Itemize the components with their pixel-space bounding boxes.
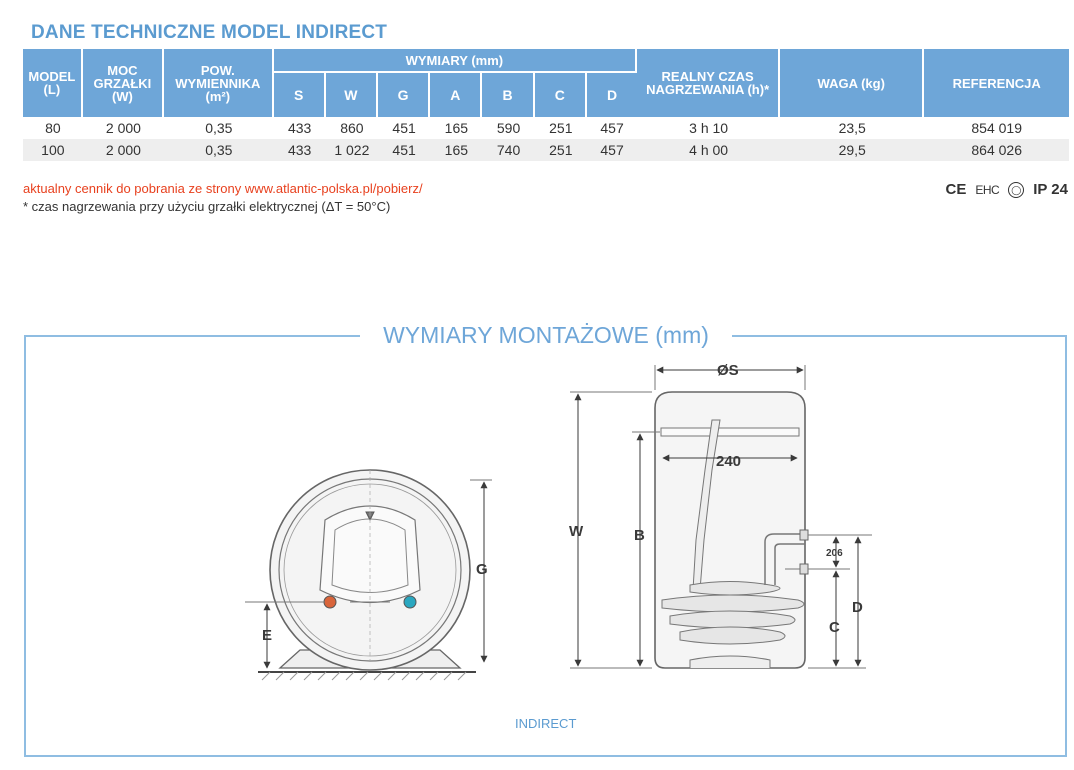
header-waga: WAGA (kg) <box>780 49 924 117</box>
table-cell: 251 <box>535 139 587 161</box>
table-cell: 2 000 <box>105 120 141 136</box>
water-drop-icon: ◯ <box>1008 182 1024 198</box>
side-view-drawing <box>570 365 872 668</box>
drawing-caption: INDIRECT <box>515 716 577 731</box>
eac-mark-icon: EHC <box>975 182 1000 197</box>
header-model: MODEL (L) <box>23 49 83 117</box>
dim-d-label: D <box>852 599 863 616</box>
header-czas: REALNY CZAS NAGRZEWANIA (h)* <box>637 49 780 117</box>
header-dim-d: D <box>587 71 637 117</box>
table-cell: 23,5 <box>838 120 866 136</box>
table-cell: 100 <box>23 139 83 161</box>
table-cell: 590 <box>496 120 521 136</box>
table-cell: 165 <box>444 120 469 136</box>
heating-footnote: * czas nagrzewania przy użyciu grzałki elektrycznej (ΔT = 50°C) <box>23 199 391 214</box>
table-cell: 80 <box>45 120 61 136</box>
header-pow: POW. WYMIENNIKA (m²) <box>164 49 273 117</box>
table-cell: 165 <box>430 139 482 161</box>
ip-rating: IP 24 <box>1033 181 1068 198</box>
table-cell: 0,35 <box>205 120 233 136</box>
front-view-drawing <box>245 470 492 680</box>
header-dim-s: S <box>274 71 326 117</box>
mounting-dimensions-title: WYMIARY MONTAŻOWE (mm) <box>360 322 732 349</box>
table-cell: 0,35 <box>164 139 273 161</box>
table-cell: 251 <box>549 120 573 136</box>
page-title: DANE TECHNICZNE MODEL INDIRECT <box>31 22 388 43</box>
table-cell: 740 <box>482 139 534 161</box>
header-dim-a: A <box>430 71 482 117</box>
price-list-link[interactable]: aktualny cennik do pobrania ze strony www.atlantic-polska.pl/pobierz/ <box>23 181 423 196</box>
header-dim-g: G <box>378 71 430 117</box>
table-cell: 1 022 <box>326 139 378 161</box>
table-cell: 433 <box>274 139 326 161</box>
table-cell: 4 h 00 <box>637 139 780 161</box>
header-dim-w: W <box>326 71 378 117</box>
table-cell: 457 <box>600 120 624 136</box>
dim-e-label: E <box>262 627 273 644</box>
table-cell: 457 <box>587 139 637 161</box>
table-cell: 451 <box>378 139 430 161</box>
header-dim-c: C <box>535 71 587 117</box>
table-cell: 433 <box>287 120 312 136</box>
dim-240-label: 240 <box>716 453 742 470</box>
dim-c-label: C <box>829 619 840 636</box>
dim-206-label: 206 <box>826 548 843 559</box>
table-cell: 3 h 10 <box>689 120 729 136</box>
dim-s-label: ØS <box>717 362 739 379</box>
table-cell: 864 026 <box>924 139 1069 161</box>
header-dim-b: B <box>482 71 534 117</box>
table-cell: 860 <box>340 120 364 136</box>
table-cell: 451 <box>392 120 416 136</box>
header-wymiary: WYMIARY (mm) <box>274 49 638 71</box>
table-cell: 29,5 <box>780 139 924 161</box>
dim-w-label: W <box>569 523 584 540</box>
header-referencja: REFERENCJA <box>924 49 1069 117</box>
dim-b-label: B <box>634 527 645 544</box>
table-cell: 854 019 <box>971 120 1022 136</box>
table-cell: 2 000 <box>83 139 164 161</box>
dim-g-label: G <box>476 561 488 578</box>
ce-mark-icon: CE <box>945 181 967 198</box>
header-moc: MOC GRZAŁKI (W) <box>83 49 164 117</box>
